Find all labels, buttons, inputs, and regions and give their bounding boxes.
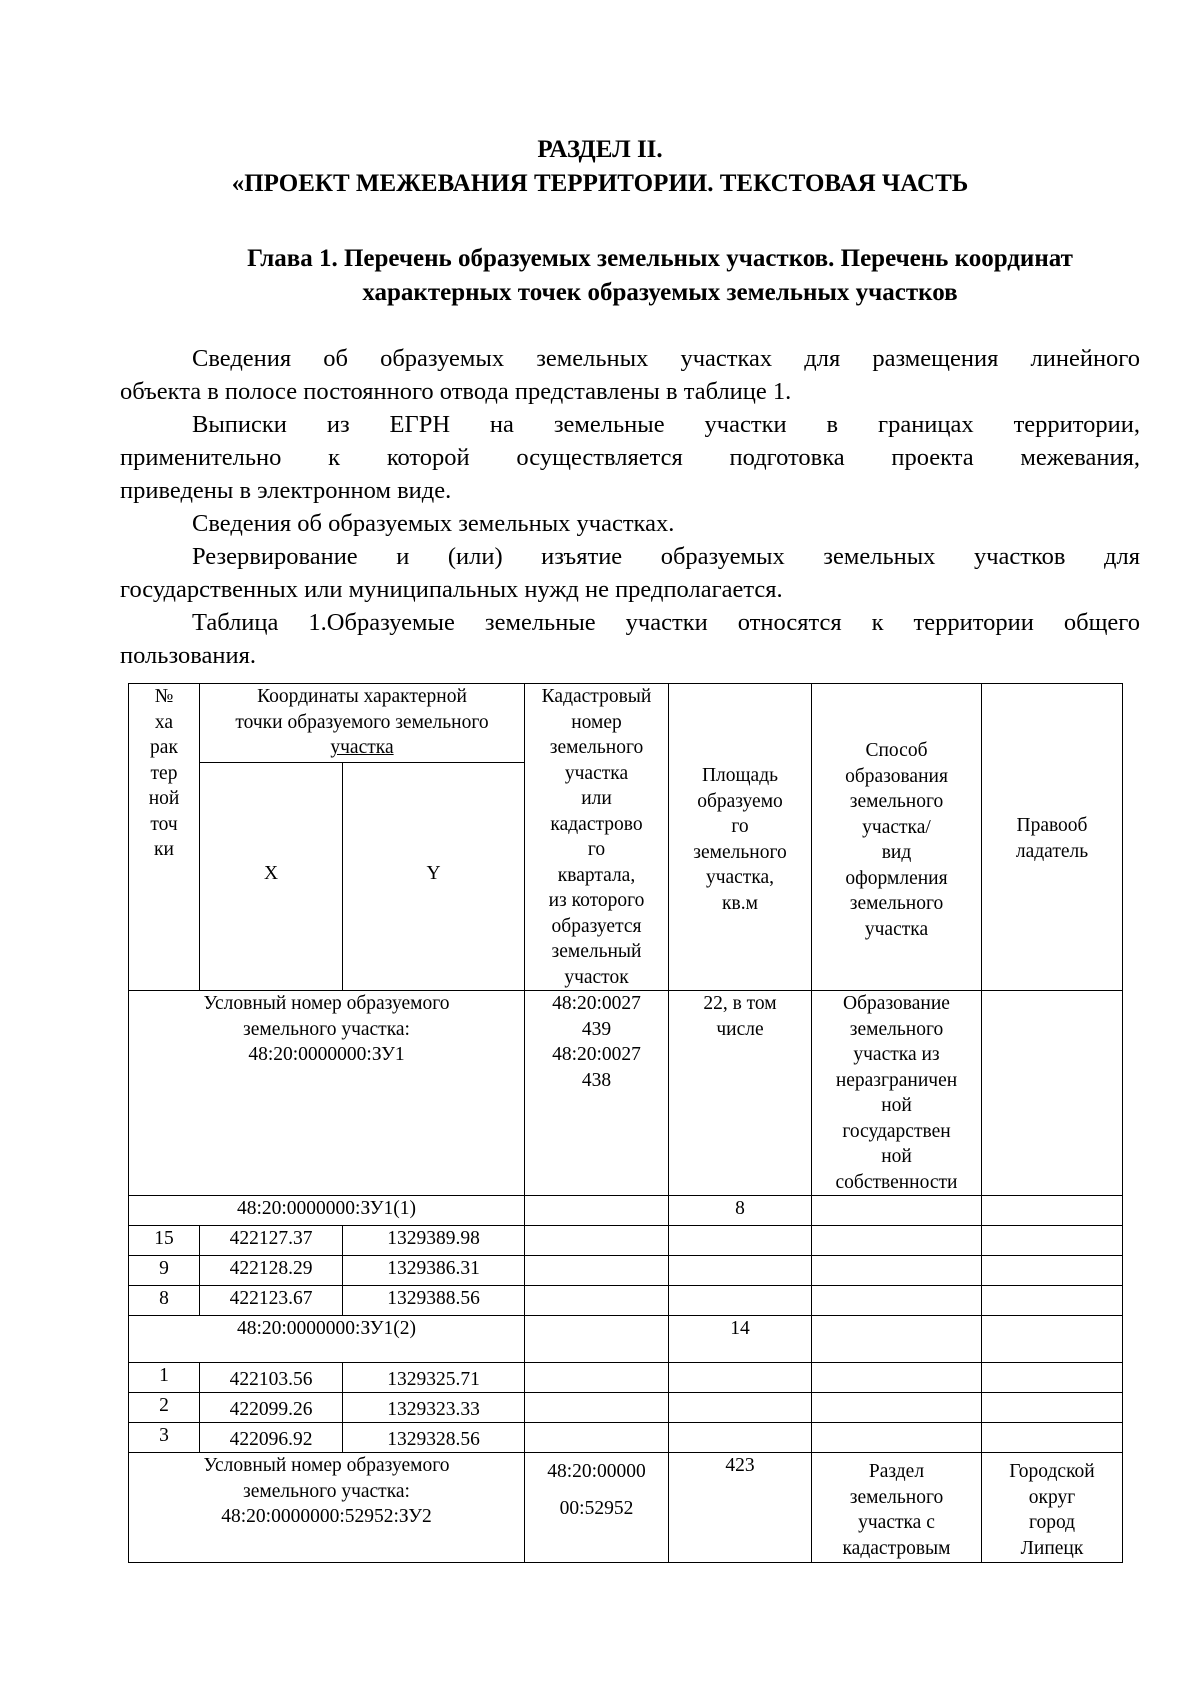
point-number: 15 <box>129 1226 200 1256</box>
header-cadastral: Кадастровый номер земельного участка или кадастрово го квартала, из которого образуется земельный участок <box>525 684 669 991</box>
zu1-area: 22, в том числе <box>669 991 812 1196</box>
paragraph-1 <box>120 342 1140 408</box>
table-row <box>129 1393 1123 1423</box>
point-number: 2 <box>129 1393 200 1423</box>
zu1-label: Условный номер образуемого земельного участка: 48:20:0000000:ЗУ1 <box>129 991 525 1196</box>
paragraph-1-line1: Сведения об образуемых земельных участках для размещения линейного <box>192 345 1140 372</box>
point-y: 1329388.56 <box>343 1286 525 1316</box>
paragraph-4 <box>120 540 1140 606</box>
zu1-cadastral: 48:20:0027 439 48:20:0027 438 <box>525 991 669 1196</box>
zu1-owner <box>982 991 1123 1196</box>
table-row <box>129 1423 1123 1453</box>
point-x: 422099.26 <box>200 1393 343 1423</box>
table-row-zu2 <box>129 1453 1123 1563</box>
header-coordinates-line3: участка <box>330 737 394 758</box>
header-y: Y <box>343 763 525 991</box>
paragraph-4-line2: государственных или муниципальных нужд не предполагается. <box>120 576 783 603</box>
paragraph-3 <box>120 507 1140 540</box>
paragraph-4-line1: Резервирование и (или) изъятие образуемых земельных участков для <box>192 543 1140 570</box>
point-y: 1329325.71 <box>343 1363 525 1393</box>
point-x: 422123.67 <box>200 1286 343 1316</box>
paragraph-2 <box>120 408 1140 507</box>
header-area: Площадь образуемо го земельного участка, кв.м <box>669 684 812 991</box>
header-method: Способ образования земельного участка/ вид оформления земельного участка <box>812 684 982 991</box>
paragraph-2-line3: приведены в электронном виде. <box>120 477 452 504</box>
section-title-line1: РАЗДЕЛ II. <box>537 136 663 163</box>
table-row <box>129 1226 1123 1256</box>
point-x: 422127.37 <box>200 1226 343 1256</box>
paragraph-2-line2: применительно к которой осуществляется подготовка проекта межевания, <box>120 444 1140 471</box>
header-x: X <box>200 763 343 991</box>
zu2-area: 423 <box>669 1453 812 1563</box>
paragraph-5 <box>120 606 1140 672</box>
zu1-1-area: 8 <box>669 1196 812 1226</box>
table-row-zu1 <box>129 991 1123 1196</box>
table-row-zu1-1 <box>129 1196 1123 1226</box>
point-number: 8 <box>129 1286 200 1316</box>
point-number: 1 <box>129 1363 200 1393</box>
zu2-cadastral: 48:20:00000 00:52952 <box>525 1453 669 1563</box>
chapter-heading <box>180 242 1140 310</box>
point-y: 1329323.33 <box>343 1393 525 1423</box>
point-number: 3 <box>129 1423 200 1453</box>
point-x: 422096.92 <box>200 1423 343 1453</box>
header-coordinates <box>200 684 525 763</box>
header-owner: Правооб ладатель <box>982 684 1123 991</box>
point-y: 1329328.56 <box>343 1423 525 1453</box>
header-point-number: № ха рак тер ной точ ки <box>129 684 200 991</box>
zu1-1-label: 48:20:0000000:ЗУ1(1) <box>129 1196 525 1226</box>
paragraph-1-line2: объекта в полосе постоянного отвода представлены в таблице 1. <box>120 378 792 405</box>
point-y: 1329386.31 <box>343 1256 525 1286</box>
table-row-zu1-2 <box>129 1316 1123 1363</box>
zu1-2-label: 48:20:0000000:ЗУ1(2) <box>129 1316 525 1363</box>
point-y: 1329389.98 <box>343 1226 525 1256</box>
chapter-heading-line1: Глава 1. Перечень образуемых земельных участков. Перечень координат <box>247 245 1073 272</box>
zu1-2-area: 14 <box>669 1316 812 1363</box>
point-x: 422103.56 <box>200 1363 343 1393</box>
section-title <box>0 133 1200 201</box>
zu2-method: Раздел земельного участка с кадастровым <box>812 1453 982 1563</box>
zu2-label: Условный номер образуемого земельного участка: 48:20:0000000:52952:ЗУ2 <box>129 1453 525 1563</box>
table-header-row-1 <box>129 684 1123 763</box>
table-row <box>129 1286 1123 1316</box>
chapter-heading-line2: характерных точек образуемых земельных участков <box>362 279 958 306</box>
table-row <box>129 1256 1123 1286</box>
table-row <box>129 1363 1123 1393</box>
header-coordinates-line1: Координаты характерной <box>257 686 467 707</box>
paragraph-2-line1: Выписки из ЕГРН на земельные участки в границах территории, <box>192 411 1140 438</box>
point-x: 422128.29 <box>200 1256 343 1286</box>
zu1-method: Образование земельного участка из неразграничен ной государствен ной собственности <box>812 991 982 1196</box>
zu2-owner: Городской округ город Липецк <box>982 1453 1123 1563</box>
section-title-line2: «ПРОЕКТ МЕЖЕВАНИЯ ТЕРРИТОРИИ. ТЕКСТОВАЯ ЧАСТЬ <box>231 170 969 197</box>
paragraph-5-line1: Таблица 1.Образуемые земельные участки относятся к территории общего <box>192 609 1140 636</box>
header-coordinates-line2: точки образуемого земельного <box>235 711 489 733</box>
paragraph-3-line1: Сведения об образуемых земельных участках. <box>192 510 675 537</box>
land-plots-table <box>128 683 1123 1563</box>
point-number: 9 <box>129 1256 200 1286</box>
paragraph-5-line2: пользования. <box>120 642 256 669</box>
